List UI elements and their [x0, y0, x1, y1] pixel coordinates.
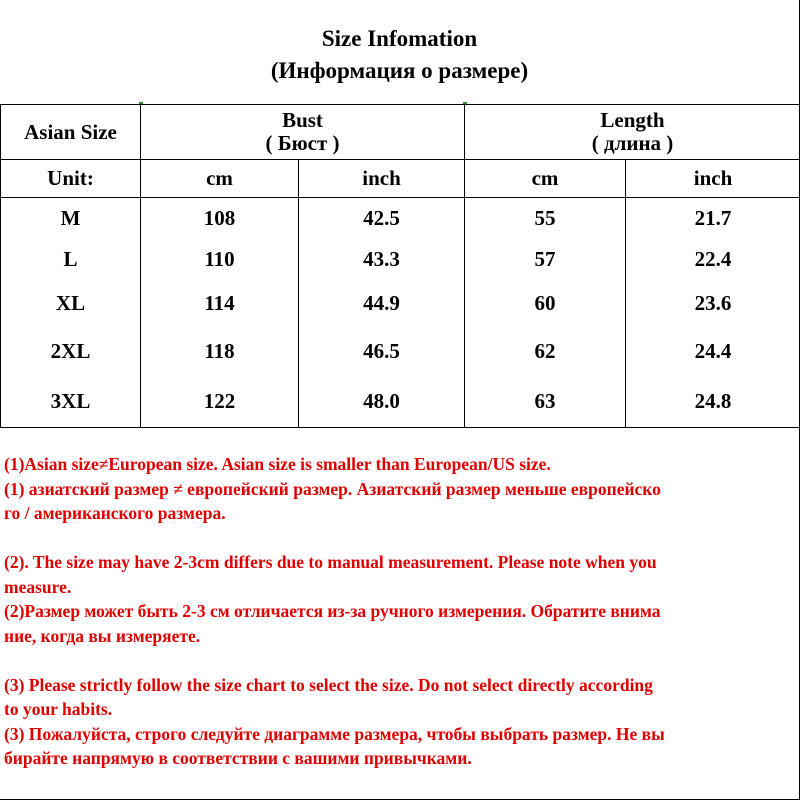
size-cell: L	[1, 240, 141, 280]
note-line: to your habits.	[4, 699, 113, 719]
size-cell: XL	[1, 280, 141, 328]
table-cell: 46.5	[299, 328, 465, 376]
title-box	[0, 0, 799, 105]
table-cell: 21.7	[626, 198, 800, 240]
header-length	[465, 105, 800, 160]
note-line: ние, когда вы измеряете.	[4, 625, 201, 646]
table-cell: 57	[465, 240, 626, 280]
length-label: Length	[600, 108, 665, 132]
unit-cell: cm	[141, 160, 299, 198]
size-cell: 3XL	[1, 376, 141, 428]
note-line: measure.	[4, 576, 72, 597]
length-label-russian: ( длина )	[591, 131, 674, 155]
bust-label: Bust	[282, 108, 323, 132]
note-line: (3) Пожалуйста, строго следуйте диаграмме размера, чтобы выбрать размер. Не вы	[4, 723, 665, 744]
header-asian-size: Asian Size	[1, 105, 141, 160]
unit-cell: inch	[299, 160, 465, 198]
table-cell: 118	[141, 328, 299, 376]
table-cell: 48.0	[299, 376, 465, 428]
note-line: бирайте напрямую в соответствии с вашими привычками.	[4, 748, 472, 768]
table-cell: 110	[141, 240, 299, 280]
page-title: Size Infomation	[321, 26, 478, 51]
size-table	[0, 104, 800, 428]
size-cell: 2XL	[1, 328, 141, 376]
note-line: (1) азиатский размер ≠ европейский размер. Азиатский размер меньше европейско	[4, 478, 661, 499]
bust-label-russian: ( Бюст )	[265, 131, 340, 155]
note-line: (1)Asian size≠European size. Asian size is smaller than European/US size.	[4, 454, 551, 474]
table-cell: 44.9	[299, 280, 465, 328]
unit-cell: inch	[626, 160, 800, 198]
note-line: (2). The size may have 2-3cm differs due to manual measurement. Please note when you	[4, 552, 657, 572]
table-cell: 43.3	[299, 240, 465, 280]
unit-row	[1, 160, 800, 198]
table-cell: 122	[141, 376, 299, 428]
note-spacer	[4, 648, 794, 673]
table-cell: 114	[141, 280, 299, 328]
table-cell: 23.6	[626, 280, 800, 328]
table-cell: 24.4	[626, 328, 800, 376]
note-line: го / американского размера.	[4, 503, 226, 523]
note-spacer	[4, 526, 794, 551]
note-line: (3) Please strictly follow the size chart to select the size. Do not select directly according	[4, 674, 653, 695]
table-row	[1, 376, 800, 428]
unit-cell: cm	[465, 160, 626, 198]
table-cell: 63	[465, 376, 626, 428]
note-line: (2)Размер может быть 2-3 см отличается из-за ручного измерения. Обратите внима	[4, 601, 661, 621]
table-cell: 62	[465, 328, 626, 376]
table-cell: 60	[465, 280, 626, 328]
header-bust	[141, 105, 465, 160]
unit-label: Unit:	[1, 160, 141, 198]
table-cell: 22.4	[626, 240, 800, 280]
table-row	[1, 198, 800, 240]
table-cell: 24.8	[626, 376, 800, 428]
table-cell: 55	[465, 198, 626, 240]
page-title-russian: (Информация о размере)	[270, 58, 529, 83]
size-cell: M	[1, 198, 141, 240]
table-cell: 108	[141, 198, 299, 240]
table-header-row	[1, 105, 800, 160]
table-row	[1, 280, 800, 328]
table-cell: 42.5	[299, 198, 465, 240]
size-notes	[4, 452, 794, 771]
table-row	[1, 328, 800, 376]
table-row	[1, 240, 800, 280]
